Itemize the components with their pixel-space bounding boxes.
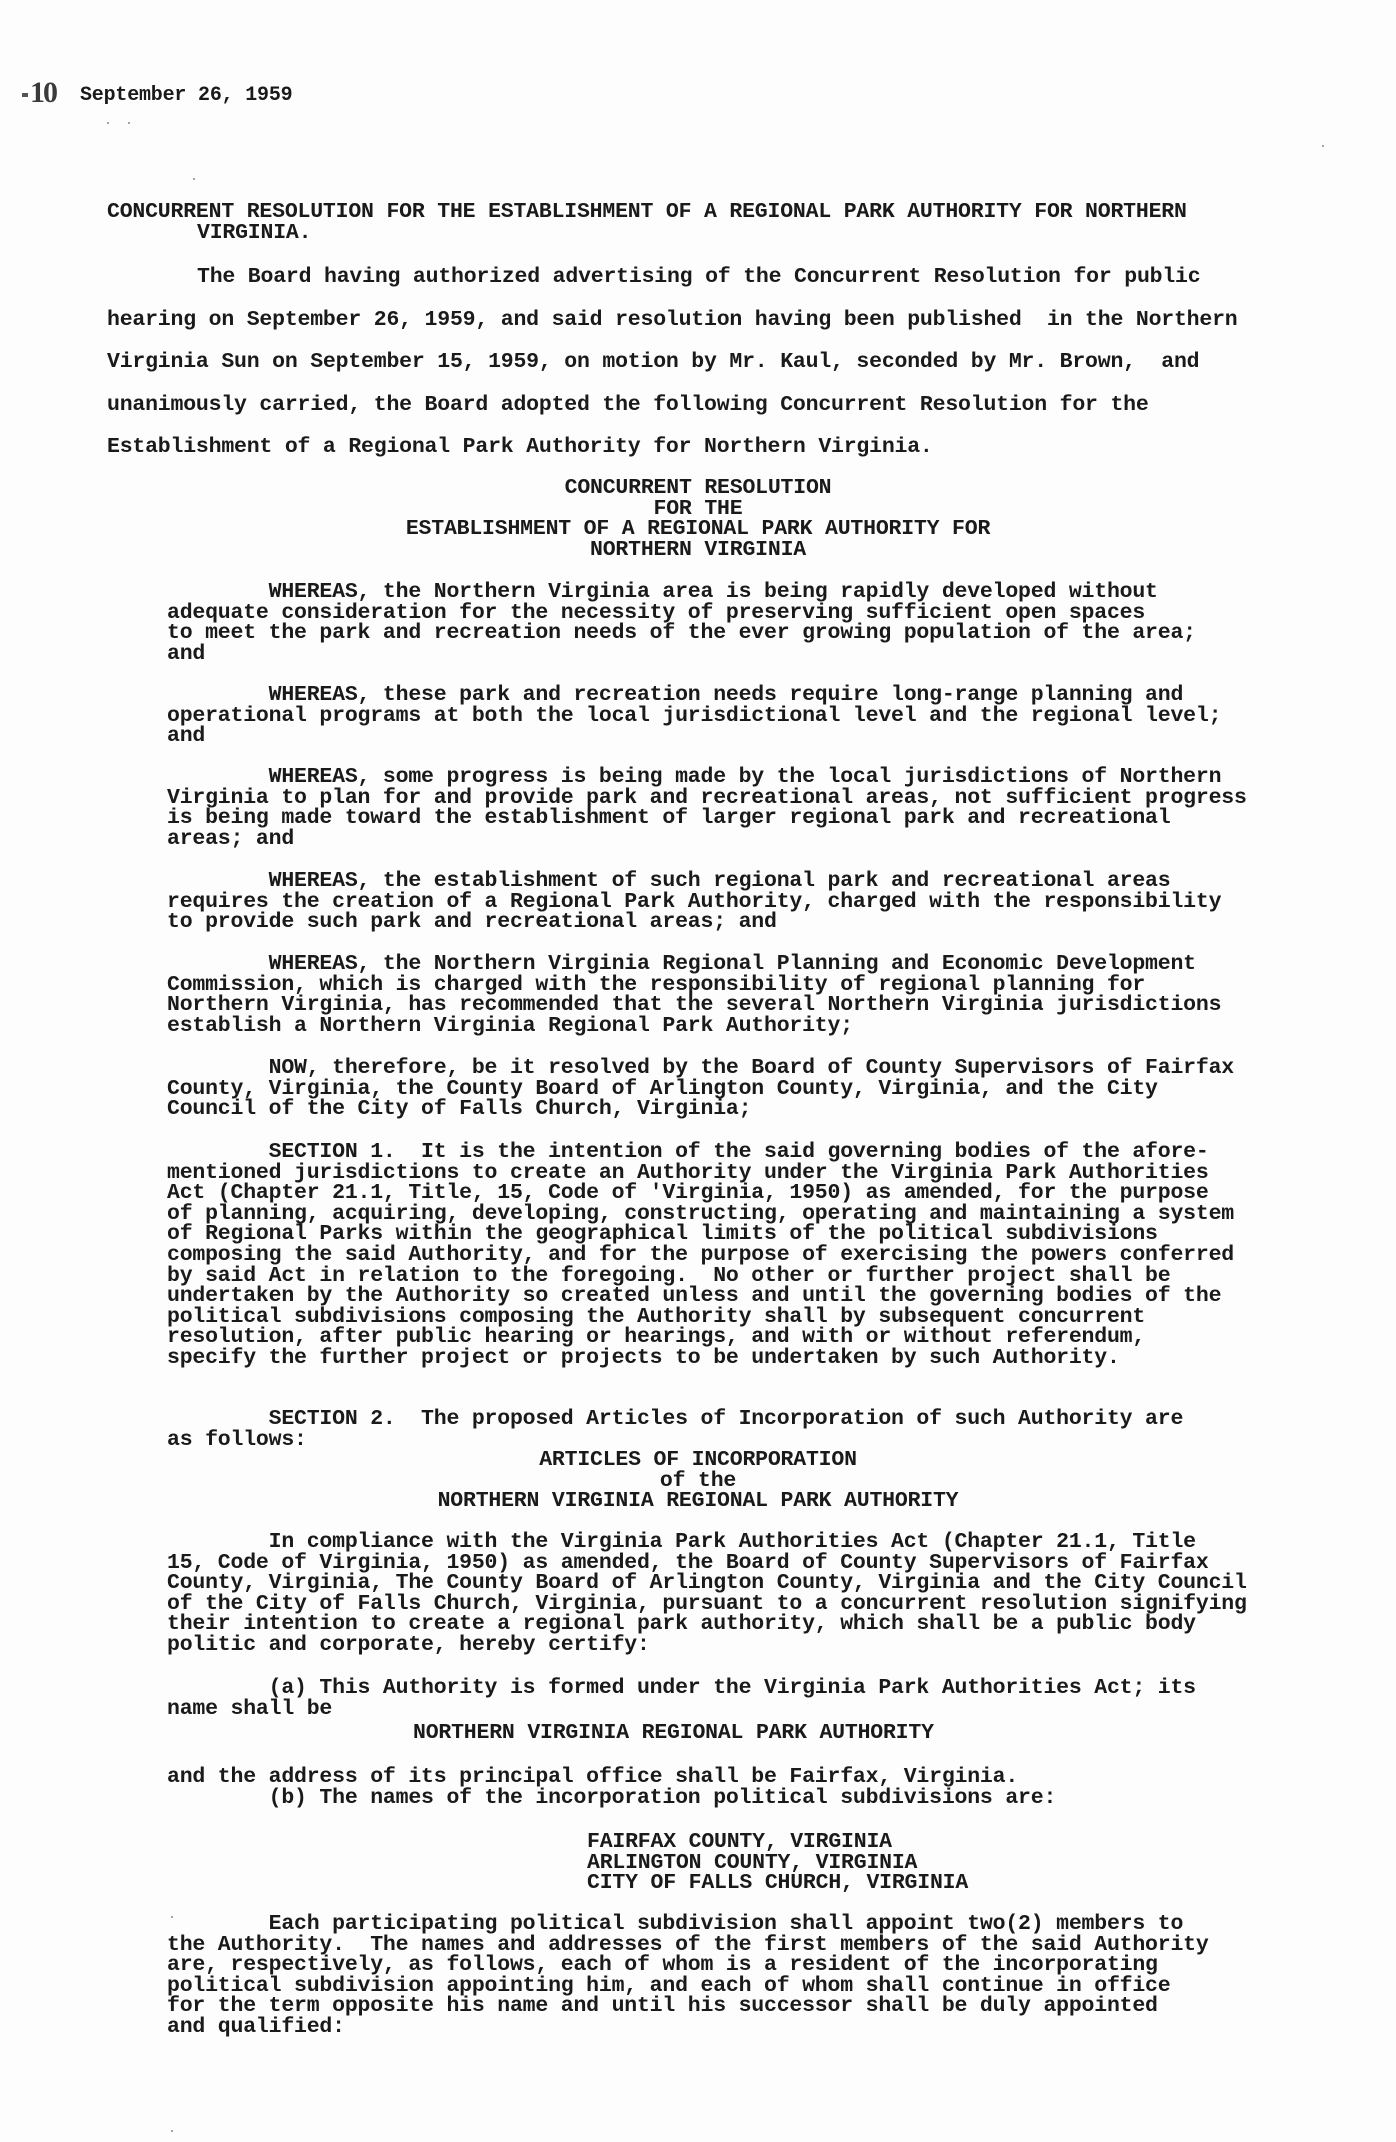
clause-line: and [167,641,206,666]
section-line: political subdivisions composing the Authority shall by subsequent concurrent [167,1304,1146,1329]
meeting-date: September 26, 1959 [80,84,293,107]
intro-line: hearing on September 26, 1959, and said resolution having been published in the Northern [107,307,1238,332]
clause-line: WHEREAS, these park and recreation needs require long-range planning and [167,683,1184,707]
intro-paragraph [107,256,1238,469]
clause-line: WHEREAS, some progress is being made by the local jurisdictions of Northern [167,765,1222,789]
clause-line: is being made toward the establishment of larger regional park and recreational [167,806,1171,831]
section-line: resolution, after public hearing or hearings, and with or without referendum, [167,1325,1146,1350]
section-line: as follows: [167,1427,307,1452]
clause-line: (a) This Authority is formed under the Virginia Park Authorities Act; its [167,1676,1196,1700]
clause-line: Northern Virginia, has recommended that the several Northern Virginia jurisdictions [167,993,1222,1018]
heading-line: ARTICLES OF INCORPORATION [539,1448,857,1472]
section-line: SECTION 1. It is the intention of the said governing bodies of the afore- [167,1140,1209,1164]
clause-line: operational programs at both the local jurisdictional level and the regional level; [167,703,1222,728]
now-therefore-clause [167,1058,1257,1120]
heading-line: ESTABLISHMENT OF A REGIONAL PARK AUTHORITY FOR [405,517,991,542]
intro-line: unanimously carried, the Board adopted the following Concurrent Resolution for the [107,392,1149,417]
subdivision-item: FAIRFAX COUNTY, VIRGINIA [587,1830,892,1854]
scan-speck [193,178,195,180]
clause-line: WHEREAS, the Northern Virginia area is being rapidly developed without [167,580,1158,604]
clause-line: to meet the park and recreation needs of the ever growing population of the area; [167,621,1196,646]
intro-line: Establishment of a Regional Park Authority for Northern Virginia. [107,435,933,460]
whereas-clause-3 [167,767,1257,849]
item-title-line-2: VIRGINIA. [197,221,312,245]
whereas-clause-5 [167,954,1257,1036]
whereas-clause-2 [167,685,1257,747]
clause-line: WHEREAS, the Northern Virginia Regional Planning and Economic Development [167,952,1196,976]
section-line: composing the said Authority, and for the purpose of exercising the powers conferred [167,1242,1234,1267]
paragraph-line: for the term opposite his name and until his successor shall be duly appointed [167,1994,1158,2019]
heading-line: NORTHERN VIRGINIA REGIONAL PARK AUTHORITY [437,1489,959,1514]
page-number-mark [22,76,56,110]
section-line: SECTION 2. The proposed Articles of Incorporation of such Authority are [167,1407,1184,1431]
scan-speck [128,122,130,124]
members-paragraph [167,1914,1257,2038]
item-title-line-1: CONCURRENT RESOLUTION FOR THE ESTABLISHMENT OF A REGIONAL PARK AUTHORITY FOR NORTHERN [107,200,1187,224]
paragraph-line: 15, Code of Virginia, 1950) as amended, the Board of County Supervisors of Fairfax [167,1550,1209,1575]
clause-line: requires the creation of a Regional Park Authority, charged with the responsibility [167,889,1222,914]
clause-line: to provide such park and recreational areas; and [167,910,777,935]
paragraph-line: are, respectively, as follows, each of whom is a resident of the incorporating [167,1953,1158,1978]
paragraph-line: and qualified: [167,2014,345,2039]
scan-speck [107,122,109,124]
section-line: of planning, acquiring, developing, constructing, operating and maintaining a system [167,1201,1234,1226]
paragraph-line: their intention to create a regional park authority, which shall be a public body [167,1612,1196,1637]
heading-line: FOR THE [653,496,743,521]
authority-name: NORTHERN VIRGINIA REGIONAL PARK AUTHORITY [413,1721,934,1745]
articles-heading [0,1450,1396,1512]
paragraph-line: Each participating political subdivision shall appoint two(2) members to [167,1912,1184,1936]
clause-a [167,1678,1257,1719]
scan-speck [1322,145,1324,147]
intro-line: Virginia Sun on September 15, 1959, on motion by Mr. Kaul, seconded by Mr. Brown, and [107,350,1200,375]
intro-line: The Board having authorized advertising of the Concurrent Resolution for public [197,265,1201,289]
clause-line: adequate consideration for the necessity of preserving sufficient open spaces [167,600,1146,625]
clause-line: County, Virginia, the County Board of Arlington County, Virginia, and the City [167,1076,1158,1101]
clause-line: areas; and [167,826,295,851]
paragraph-line: of the City of Falls Church, Virginia, pursuant to a concurrent resolution signifying [167,1591,1247,1616]
subdivision-item: CITY OF FALLS CHURCH, VIRGINIA [587,1871,969,1896]
page-number: 10 [30,76,56,109]
section-line: Act (Chapter 21.1, Title, 15, Code of 'Virginia, 1950) as amended, for the purpose [167,1181,1209,1206]
clause-line: Commission, which is charged with the responsibility of regional planning for [167,972,1146,997]
paragraph-line: the Authority. The names and addresses of the first members of the said Authority [167,1932,1209,1957]
clause-line: Virginia to plan for and provide park and recreational areas, not sufficient progress [167,785,1247,810]
clause-line: name shall be [167,1696,333,1721]
paragraph-line: politic and corporate, hereby certify: [167,1632,650,1657]
section-2 [167,1409,1257,1450]
clause-b: (b) The names of the incorporation political subdivisions are: [167,1786,1057,1810]
clause-line: WHEREAS, the establishment of such regional park and recreational areas [167,869,1171,893]
clause-line: and [167,724,206,749]
clause-line: establish a Northern Virginia Regional Park Authority; [167,1013,853,1038]
resolution-heading [0,478,1396,560]
whereas-clause-4 [167,871,1257,933]
clause-line: Council of the City of Falls Church, Virginia; [167,1097,752,1122]
section-1 [167,1142,1257,1369]
heading-line: of the [659,1468,737,1493]
section-line: of Regional Parks within the geographical limits of the political subdivisions [167,1222,1158,1247]
section-line: mentioned jurisdictions to create an Authority under the Virginia Park Authorities [167,1160,1209,1185]
subdivision-item: ARLINGTON COUNTY, VIRGINIA [587,1850,918,1875]
section-line: undertaken by the Authority so created unless and until the governing bodies of the [167,1284,1222,1309]
paragraph-line: County, Virginia, The County Board of Arlington County, Virginia and the City Council [167,1571,1247,1596]
scan-speck [171,2130,173,2132]
ink-smudge [22,93,28,97]
section-line: specify the further project or projects to be undertaken by such Authority. [167,1345,1120,1370]
paragraph-line: In compliance with the Virginia Park Authorities Act (Chapter 21.1, Title [167,1530,1196,1554]
address-line: and the address of its principal office shall be Fairfax, Virginia. [167,1765,1019,1789]
paragraph-line: political subdivision appointing him, and each of whom shall continue in office [167,1973,1171,1998]
section-line: by said Act in relation to the foregoing. No other or further project shall be [167,1263,1171,1288]
heading-line: NORTHERN VIRGINIA [590,537,806,562]
whereas-clause-1 [167,582,1257,664]
heading-line: CONCURRENT RESOLUTION [564,476,832,500]
compliance-paragraph [167,1532,1257,1656]
clause-line: NOW, therefore, be it resolved by the Board of County Supervisors of Fairfax [167,1056,1234,1080]
subdivision-list [587,1832,968,1894]
